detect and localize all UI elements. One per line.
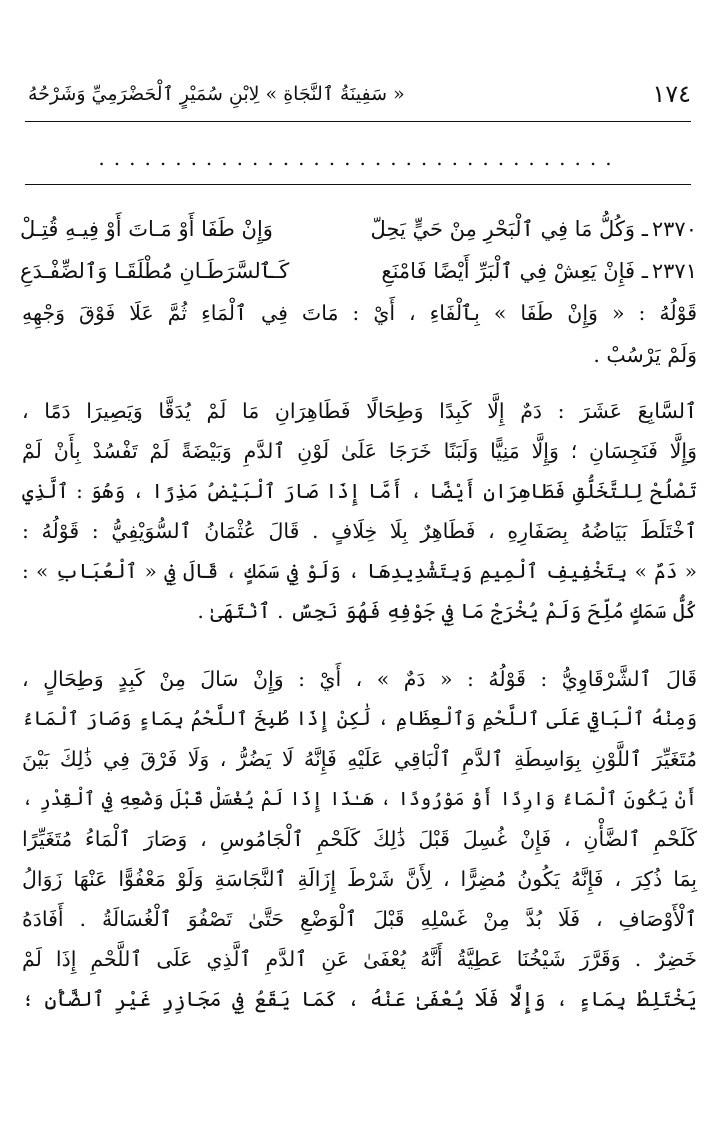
text-line: بِمَا ذُكِرَ ، فَإِنَّهُ يَكُونُ مُضِرًّا ، لِأَنَّ شَرْطَ إِزَالَةِ ٱلنَّجَاسَةِ وَلَوْ مَعْفُوًّا عَنْهَا زَوَالُ: [22, 867, 697, 891]
text-line: أَنْ يَكُونَ ٱلْمَاءُ وَارِدًا أَوْ مَوْرُودًا ، هَـٰذَا إِذَا لَمْ يُغْسَلْ قَبْلَ وَضْعِهِ فِي ٱلْقِدْرِ ،: [22, 788, 697, 810]
text-line: وَمِنْهُ ٱلْبَاقِي عَلَى ٱللَّحْمِ وَٱلْعِظَامِ ، لَٰكِنْ إِذَا طُبِخَ ٱللَّحْمُ بِمَاءٍ وَصَارَ ٱلْمَاءُ: [22, 707, 697, 730]
verse-line: [20, 209, 697, 249]
verse-line: [20, 251, 697, 291]
running-title: « سَفِينَةُ ٱلنَّجَاةِ » لِابْنِ سُمَيْرٍ ٱلْحَضْرَمِيِّ وَشَرْحُهُ: [28, 83, 405, 105]
text-line: كَلَحْمِ ٱلضَّأْنِ ، فَإِنْ غُسِلَ قَبْلَ ذَٰلِكَ كَلَحْمِ ٱلْجَامُوسِ ، وَصَارَ ٱلْمَاءُ مُتَغَيِّرًا: [22, 827, 697, 851]
text-line: ٱخْتَلَطَ بَيَاضُهُ بِصَفَارِهِ ، فَطَاهِرٌ بِلَا خِلَافٍ . قَالَ عُثْمَانُ ٱلسُّوَيْفِيُّ : قَوْلُهُ :: [22, 519, 697, 543]
text-line: يَخْتَلِطْ بِمَاءٍ ، وَإِلَّا فَلَا يُعْفَىٰ عَنْهُ ، كَمَا يَقَعُ فِي مَجَازِرِ غَيْرِ ٱلضَّأْنِ ؛: [22, 987, 697, 1011]
text-line: وَلَمْ يَرْسُبْ .: [593, 343, 697, 367]
verse-number: ٢٣٧١: [651, 259, 697, 283]
text-line: قَالَ ٱلشَّرْقَاوِيُّ : قَوْلُهُ : « دَمٌ » ، أَيْ : وَإِنْ سَالَ مِنْ كَبِدٍ وَطِحَالٍ ،: [22, 667, 697, 691]
text-line: خَضِرٌ . وَقَرَّرَ شَيْخُنَا عَطِيَّةُ أَنَّهُ يُعْفَىٰ عَنِ ٱلدَّمِ ٱلَّذِي عَلَى ٱللَّحْمِ إِذَا لَمْ: [22, 947, 697, 971]
text-line: وَإِلَّا فَنَجِسَانِ ؛ وَإِلَّا مَنِيًّا وَلَبَنًا خَرَجَا عَلَىٰ لَوْنِ ٱلدَّمِ وَبَيْضَةً لَمْ تَفْسُدْ بِأَنْ لَمْ: [22, 439, 697, 463]
page-header: [28, 74, 691, 114]
verse-first-hemistich: ٢٣٧١ـ فَإِنْ يَعِشْ فِي ٱلْبَرِّ أَيْضًا فَامْنَعِ: [381, 259, 697, 283]
text-line: قَوْلُهُ : « وَإِنْ طَفَا » بِٱلْفَاءِ ، أَيْ : مَاتَ فِي ٱلْمَاءِ ثُمَّ عَلَا فَوْقَ وَجْهِهِ: [22, 301, 697, 325]
elided-text-dots: ..................................: [98, 146, 621, 170]
text-line: ٱلْأَوْصَافِ ، فَلَا بُدَّ مِنْ غَسْلِهِ قَبْلَ ٱلْوَضْعِ حَتَّىٰ تَصْفُوَ ٱلْغُسَالَةُ . أَفَادَهُ: [22, 907, 697, 931]
section-rule: [25, 184, 691, 185]
verse-first-hemistich: ٢٣٧٠ـ وَكُلُّ مَا فِي ٱلْبَحْرِ مِنْ حَيٍّ يَحِلّ: [370, 217, 697, 241]
text-line: مُتَغَيِّرَ ٱللَّوْنِ بِوَاسِطَةِ ٱلدَّمِ ٱلْبَاقِي عَلَيْهِ فَإِنَّهُ لَا يَضُرُّ ، وَلَا فَرْقَ فِي ذَٰلِكَ بَيْنَ: [22, 747, 697, 771]
verse-number: ٢٣٧٠: [651, 217, 697, 241]
verse-second-hemistich: وَإِنْ طَفَا أَوْ مَـاتَ أَوْ فِيـهِ قُتِـلْ: [20, 217, 273, 241]
text-line: كُلُّ سَمَكٍ مُلِّحَ وَلَمْ يُخْرَجْ مَا فِي جَوْفِهِ فَهُوَ نَجِسٌ . ٱنْتَهَىٰ .: [197, 599, 697, 623]
text-line: تَصْلُحْ لِلتَّخَلُّقِ فَطَاهِرَانِ أَيْضًا ، أَمَّا إِذَا صَارَ ٱلْبَيْضُ مَذِرًا ، وَهُوَ : ٱلَّذِي: [22, 479, 697, 503]
text-line: « دَمٌ » بِتَخْفِيفِ ٱلْمِيمِ وَبِتَشْدِيدِهَا ، وَلَوْ فِي سَمَكٍ ، قَالَ فِي « ٱلْعُبَابِ » :: [22, 559, 697, 583]
text-line: ٱلسَّابِعَ عَشَرَ : دَمٌ إِلَّا كَبِدًا وَطِحَالًا فَطَاهِرَانِ مَا لَمْ يُدَقَّا وَيَصِيرَا دَمًا ،: [22, 399, 697, 423]
verse-second-hemistich: كَـٱلسَّرَطَـانِ مُطْلَقَـا وَٱلضِّفْـدَعِ: [20, 259, 290, 283]
header-rule: [25, 121, 691, 122]
page-number: ١٧٤: [652, 80, 691, 108]
